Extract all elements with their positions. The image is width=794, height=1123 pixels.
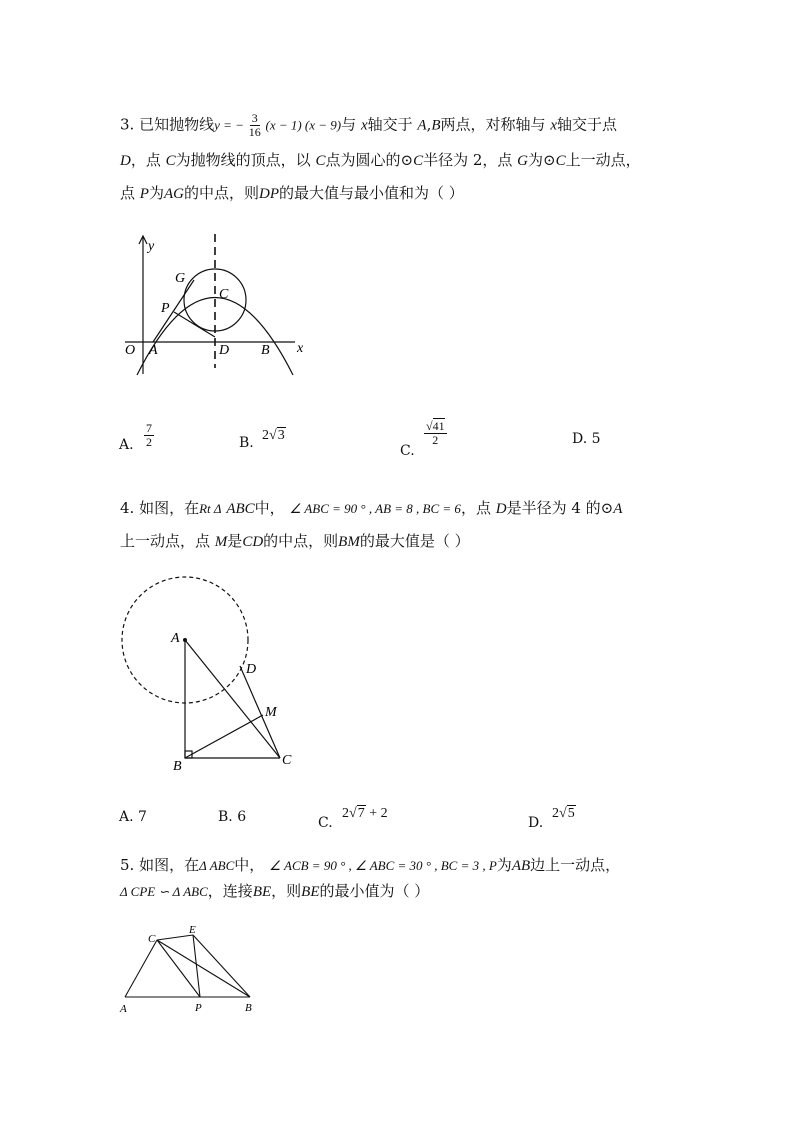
q4-conditions: ∠ ABC = 90 ° , AB = 8 , BC = 6 bbox=[289, 501, 461, 516]
q5-similarity: Δ CPE ∽ Δ ABC bbox=[120, 884, 208, 899]
q5-line1: 5. 如图，在Δ ABC中， ∠ ACB = 90 ° , ∠ ABC = 30 ° , BC = 3 , P为AB边上一动点， bbox=[120, 856, 621, 874]
segment-cp bbox=[157, 940, 200, 997]
segment-cb bbox=[157, 940, 250, 997]
segment-ce bbox=[157, 935, 193, 940]
q3-option-a-label[interactable]: A. bbox=[119, 437, 134, 453]
label-o: O bbox=[125, 343, 136, 358]
segment-bm bbox=[185, 715, 263, 758]
q5-line2: Δ CPE ∽ Δ ABC，连接BE，则BE的最小值为（ ） bbox=[120, 882, 430, 900]
label-c: C bbox=[148, 933, 156, 945]
segment-ac bbox=[125, 940, 157, 997]
odot-icon: ⊙ bbox=[543, 151, 556, 169]
q4-figure bbox=[115, 570, 315, 780]
q3-eq-y: y = − bbox=[214, 117, 244, 133]
q3-option-b-value[interactable]: 2√3 bbox=[262, 428, 285, 443]
label-m: M bbox=[265, 705, 277, 720]
label-d: D bbox=[246, 662, 257, 677]
q3-eq-fraction: $\frac{3}{16}$ bbox=[248, 111, 261, 139]
label-b: B bbox=[245, 1002, 252, 1014]
q4-option-a[interactable]: A. 7 bbox=[119, 809, 147, 825]
q3-line1: 3. 已知抛物线y = − $\frac{3}{16}$ (x − 1) (x − 9)与 x轴交于 A,B两点，对称轴与 x轴交于点 bbox=[120, 111, 618, 139]
segment-ag bbox=[153, 280, 194, 342]
label-b: B bbox=[261, 343, 270, 358]
label-p: P bbox=[161, 301, 170, 316]
q4-line2: 上一动点，点 M是CD的中点，则BM的最大值是（ ） bbox=[120, 532, 470, 550]
label-c: C bbox=[282, 753, 292, 768]
q5-conditions: ∠ ACB = 90 ° , ∠ ABC = 30 ° , BC = 3 , P bbox=[269, 858, 497, 873]
q4-line1: 4. 如图，在Rt Δ ABC中， ∠ ABC = 90 ° , AB = 8 , BC = 6，点 D是半径为 4 的⊙A bbox=[120, 499, 623, 517]
odot-icon: ⊙ bbox=[400, 151, 414, 169]
q3-option-b-label[interactable]: B. bbox=[239, 435, 254, 451]
label-a: A bbox=[120, 1003, 127, 1015]
label-a: A bbox=[171, 631, 180, 646]
q4-option-d-value[interactable]: 2√5 bbox=[552, 806, 575, 821]
q3-figure bbox=[115, 230, 315, 380]
label-x: x bbox=[297, 341, 304, 356]
q3-option-a-value[interactable]: $\frac{7}{2}$ bbox=[146, 421, 152, 449]
q3-text: 3. 已知抛物线 bbox=[120, 115, 215, 134]
label-b: B bbox=[173, 759, 182, 774]
segment-be bbox=[193, 935, 250, 997]
label-c: C bbox=[219, 287, 229, 302]
label-e: E bbox=[189, 924, 196, 936]
q4-option-c-label[interactable]: C. bbox=[318, 815, 333, 831]
label-g: G bbox=[175, 271, 186, 286]
odot-icon: ⊙ bbox=[600, 499, 614, 517]
q4-option-d-label[interactable]: D. bbox=[528, 815, 544, 831]
q3-line3: 点 P为AG的中点，则DP的最大值与最小值和为（ ） bbox=[120, 184, 464, 202]
q4-option-b[interactable]: B. 6 bbox=[218, 809, 247, 825]
q3-option-d[interactable]: D. 5 bbox=[572, 431, 601, 447]
label-y: y bbox=[148, 239, 155, 254]
q3-option-c-label[interactable]: C. bbox=[400, 443, 415, 459]
center-a-dot bbox=[183, 638, 187, 642]
q3-line2: D，点 C为抛物线的顶点，以 C点为圆心的⊙C半径为 2，点 G为⊙C上一动点， bbox=[120, 151, 641, 169]
q5-figure bbox=[115, 922, 265, 1018]
q4-option-c-value[interactable]: 2√7 + 2 bbox=[342, 806, 388, 821]
label-a: A bbox=[149, 343, 158, 358]
label-d: D bbox=[219, 343, 230, 358]
segment-pd bbox=[174, 312, 215, 337]
q3-eq-rest: (x − 1) (x − 9) bbox=[265, 117, 342, 133]
segment-ac bbox=[185, 640, 280, 758]
q3-option-c-value[interactable]: $\frac{√41}{2}$ bbox=[426, 419, 445, 447]
label-p: P bbox=[195, 1002, 202, 1014]
